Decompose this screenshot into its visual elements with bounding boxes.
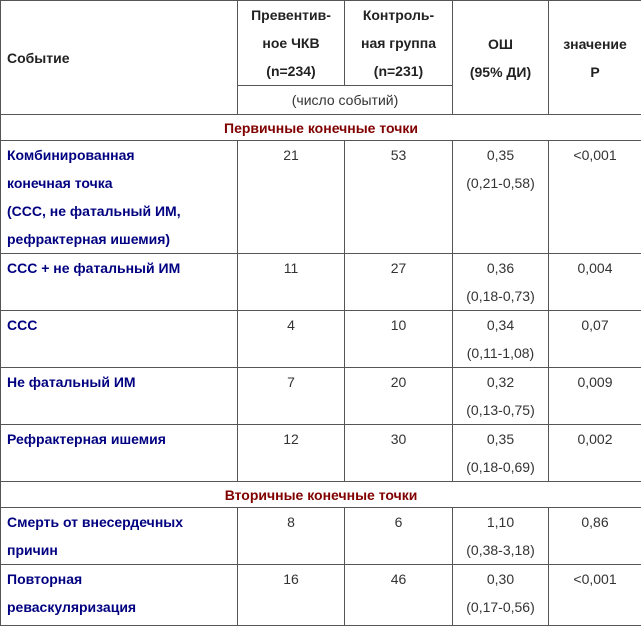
control-count-cell: 27 bbox=[345, 254, 453, 311]
control-count-cell: 6 bbox=[345, 508, 453, 565]
header-control-line: (n=231) bbox=[374, 63, 423, 79]
confidence-interval: (0,21-0,58) bbox=[466, 175, 534, 191]
event-name-cell bbox=[1, 565, 238, 626]
event-name-line: ССС + не фатальный ИМ bbox=[7, 260, 180, 276]
event-name-cell bbox=[1, 254, 238, 311]
event-name-cell bbox=[1, 368, 238, 425]
header-event bbox=[1, 1, 238, 115]
preventive-count-cell: 11 bbox=[238, 254, 345, 311]
header-preventive-line: (n=234) bbox=[266, 63, 315, 79]
event-name-line: рефрактерная ишемия) bbox=[7, 231, 170, 247]
table-row bbox=[1, 508, 641, 565]
confidence-interval: (0,11-1,08) bbox=[467, 345, 534, 361]
event-name-cell bbox=[1, 425, 238, 482]
event-name-line: Смерть от внесердечных bbox=[7, 514, 183, 530]
table-row bbox=[1, 425, 641, 482]
section-title-secondary: Вторичные конечные точки bbox=[1, 482, 641, 508]
section-row-secondary bbox=[1, 482, 641, 508]
confidence-interval: (0,18-0,69) bbox=[466, 459, 534, 475]
preventive-count-cell: 8 bbox=[238, 508, 345, 565]
event-name-line: ССС bbox=[7, 317, 37, 333]
odds-ratio-cell bbox=[453, 425, 549, 482]
confidence-interval: (0,18-0,73) bbox=[466, 288, 534, 304]
event-name-line: (ССС, не фатальный ИМ, bbox=[7, 203, 181, 219]
section-title-primary: Первичные конечные точки bbox=[1, 115, 641, 141]
header-control bbox=[345, 1, 453, 86]
control-count-cell: 20 bbox=[345, 368, 453, 425]
header-preventive-line: Превентив- bbox=[251, 7, 331, 23]
header-or-line: ОШ bbox=[488, 36, 513, 52]
odds-ratio-cell bbox=[453, 508, 549, 565]
odds-ratio-value: 0,30 bbox=[487, 571, 514, 587]
p-value-cell: 0,004 bbox=[549, 254, 641, 311]
table-row bbox=[1, 311, 641, 368]
control-count-cell: 53 bbox=[345, 141, 453, 254]
table-row bbox=[1, 141, 641, 254]
preventive-count-cell: 12 bbox=[238, 425, 345, 482]
header-event-label: Событие bbox=[7, 50, 70, 66]
p-value-cell: 0,07 bbox=[549, 311, 641, 368]
odds-ratio-cell bbox=[453, 565, 549, 626]
header-preventive bbox=[238, 1, 345, 86]
odds-ratio-value: 0,34 bbox=[487, 317, 514, 333]
p-value-cell: 0,002 bbox=[549, 425, 641, 482]
event-name-cell bbox=[1, 508, 238, 565]
p-value-cell: 0,009 bbox=[549, 368, 641, 425]
event-name-cell bbox=[1, 311, 238, 368]
event-name-line: конечная точка bbox=[7, 175, 113, 191]
odds-ratio-cell bbox=[453, 311, 549, 368]
header-row bbox=[1, 1, 641, 86]
header-preventive-line: ное ЧКВ bbox=[262, 35, 319, 51]
event-name-line: Повторная bbox=[7, 571, 82, 587]
event-name-cell bbox=[1, 141, 238, 254]
header-control-line: Контроль- bbox=[363, 7, 434, 23]
table-row bbox=[1, 254, 641, 311]
odds-ratio-cell bbox=[453, 141, 549, 254]
preventive-count-cell: 4 bbox=[238, 311, 345, 368]
event-name-line: Рефрактерная ишемия bbox=[7, 431, 166, 447]
control-count-cell: 46 bbox=[345, 565, 453, 626]
odds-ratio-value: 1,10 bbox=[487, 514, 514, 530]
confidence-interval: (0,38-3,18) bbox=[466, 542, 534, 558]
table-row bbox=[1, 368, 641, 425]
event-name-line: Не фатальный ИМ bbox=[7, 374, 136, 390]
header-p-line: значение bbox=[563, 36, 627, 52]
p-value-cell: <0,001 bbox=[549, 565, 641, 626]
header-events-count: (число событий) bbox=[238, 86, 453, 115]
header-p bbox=[549, 1, 641, 115]
odds-ratio-cell bbox=[453, 254, 549, 311]
odds-ratio-value: 0,35 bbox=[487, 431, 514, 447]
odds-ratio-value: 0,32 bbox=[487, 374, 514, 390]
confidence-interval: (0,13-0,75) bbox=[466, 402, 534, 418]
event-name-line: причин bbox=[7, 542, 58, 558]
event-name-line: реваскуляризация bbox=[7, 599, 136, 615]
event-name-line: Комбинированная bbox=[7, 147, 135, 163]
odds-ratio-value: 0,36 bbox=[487, 260, 514, 276]
header-p-line: Р bbox=[590, 64, 599, 80]
header-or-line: (95% ДИ) bbox=[470, 64, 531, 80]
odds-ratio-value: 0,35 bbox=[487, 147, 514, 163]
p-value-cell: <0,001 bbox=[549, 141, 641, 254]
control-count-cell: 30 bbox=[345, 425, 453, 482]
preventive-count-cell: 21 bbox=[238, 141, 345, 254]
control-count-cell: 10 bbox=[345, 311, 453, 368]
header-control-line: ная группа bbox=[361, 35, 436, 51]
results-table-body bbox=[1, 1, 641, 626]
table-row bbox=[1, 565, 641, 626]
preventive-count-cell: 7 bbox=[238, 368, 345, 425]
header-or bbox=[453, 1, 549, 115]
section-row-primary bbox=[1, 115, 641, 141]
p-value-cell: 0,86 bbox=[549, 508, 641, 565]
confidence-interval: (0,17-0,56) bbox=[466, 599, 534, 615]
odds-ratio-cell bbox=[453, 368, 549, 425]
preventive-count-cell: 16 bbox=[238, 565, 345, 626]
